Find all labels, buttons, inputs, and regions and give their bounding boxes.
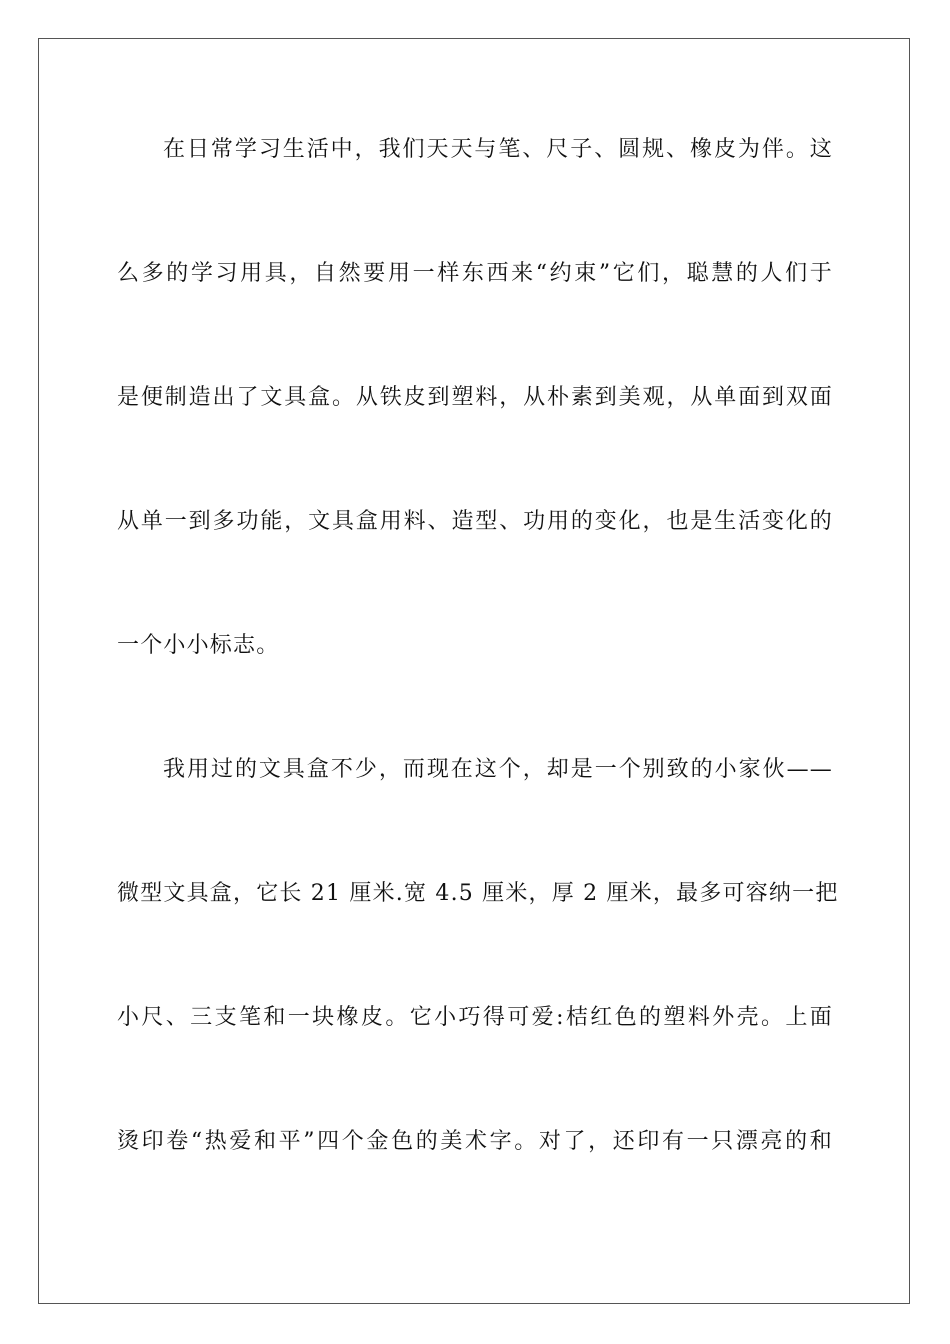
paragraph-1-line-1: 在日常学习生活中，我们天天与笔、尺子、圆规、橡皮为伴。这 xyxy=(163,137,833,162)
page-border xyxy=(38,38,910,1304)
paragraph-2-line-3: 小尺、三支笔和一块橡皮。它小巧得可爱:桔红色的塑料外壳。上面 xyxy=(117,1005,833,1030)
paragraph-1-line-5: 一个小小标志。 xyxy=(117,633,280,658)
paragraph-1-line-4: 从单一到多功能，文具盒用料、造型、功用的变化，也是生活变化的 xyxy=(117,509,833,534)
paragraph-1-line-2: 么多的学习用具，自然要用一样东西来“约束”它们，聪慧的人们于 xyxy=(117,261,833,286)
paragraph-2-line-1: 我用过的文具盒不少，而现在这个，却是一个别致的小家伙—— xyxy=(163,757,833,782)
paragraph-2-line-4: 烫印卷“热爱和平”四个金色的美术字。对了，还印有一只漂亮的和 xyxy=(117,1129,833,1154)
paragraph-1-line-3: 是便制造出了文具盒。从铁皮到塑料，从朴素到美观，从单面到双面 xyxy=(117,385,833,410)
paragraph-2-line-2: 微型文具盒，它长 21 厘米.宽 4.5 厘米，厚 2 厘米，最多可容纳一把 xyxy=(117,881,839,906)
